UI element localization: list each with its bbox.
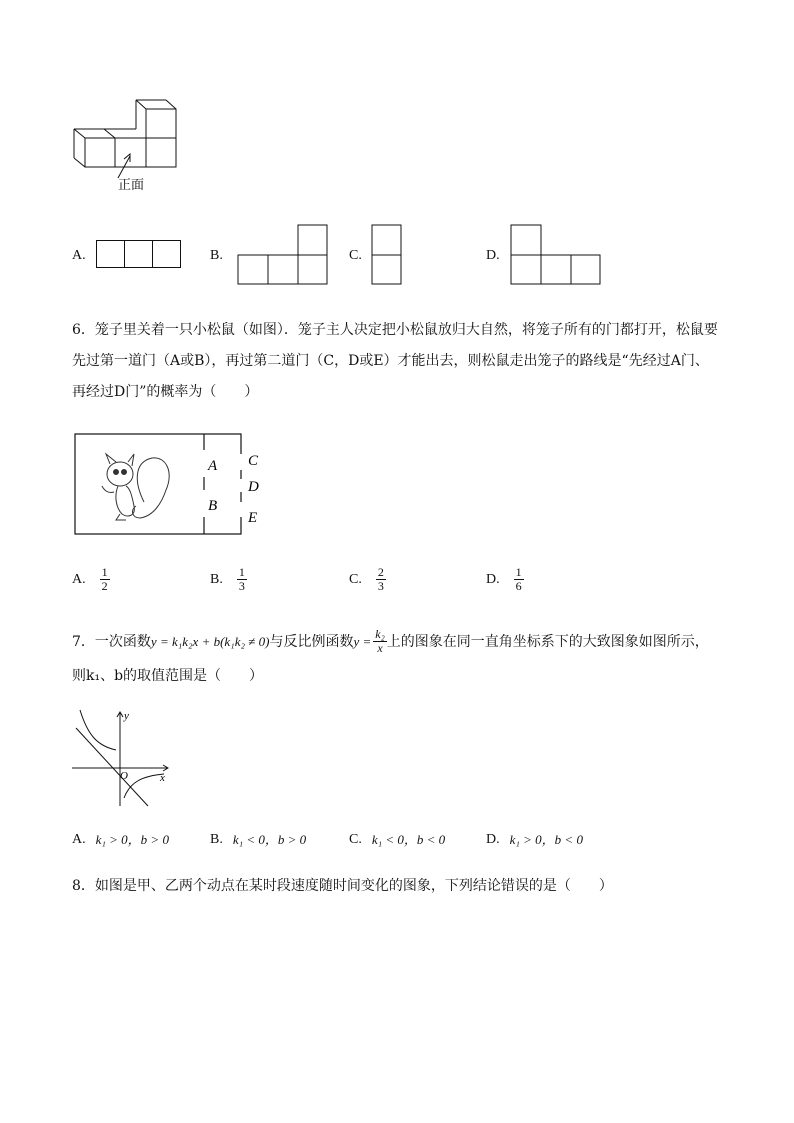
q8-line-1: 8．如图是甲、乙两个动点在某时段速度随时间变化的图象，下列结论错误的是（ ）	[72, 878, 613, 894]
door-c-label: C	[248, 453, 259, 469]
q5-option-c-figure	[371, 224, 403, 286]
graph-x-label: x	[160, 772, 165, 784]
q6-option-b-fraction: $\frac{1}{3}$	[238, 565, 245, 593]
graph-y-label: y	[124, 710, 129, 722]
q7-line-1	[72, 628, 709, 655]
q5-option-b-letter[interactable]: B.	[210, 248, 223, 263]
q5-option-d-figure	[510, 224, 602, 286]
q7-option-c-text: k₁ < 0，b < 0	[371, 832, 446, 847]
q6-option-d[interactable]	[486, 566, 524, 593]
function-graph	[68, 706, 178, 810]
q6-option-d-fraction: $\frac{1}{6}$	[515, 565, 522, 593]
q6-option-c-fraction: $\frac{2}{3}$	[377, 565, 384, 593]
q6-option-c[interactable]	[349, 566, 386, 593]
q5-option-a-figure	[97, 241, 181, 268]
q7-line-1-c: 上的图象在同一直角坐标系下的大致图象如图所示，	[386, 633, 709, 650]
q6-line-1: 6．笼子里关着一只小松鼠（如图）．笼子主人决定把小松鼠放归大自然，将笼子所有的门都打开，松鼠要	[72, 322, 718, 338]
door-a-label: A	[208, 458, 218, 474]
q7-line-2: 则k₁、b的取值范围是（ ）	[72, 668, 264, 684]
q7-option-a-text: k₁ > 0，b > 0	[95, 832, 169, 847]
q7-option-c[interactable]	[349, 830, 445, 850]
q7-option-d[interactable]	[486, 830, 583, 850]
cage-figure	[74, 432, 274, 536]
door-e-label: E	[248, 510, 258, 526]
q6-option-c-letter: C.	[349, 571, 362, 587]
front-label: 正面	[118, 178, 145, 193]
q7-option-a[interactable]	[72, 830, 169, 850]
q5-option-c-letter[interactable]: C.	[349, 248, 362, 263]
q7-line-1-a: 7．一次函数	[72, 633, 151, 650]
door-b-label: B	[208, 498, 218, 514]
q6-option-a[interactable]	[72, 566, 110, 593]
q7-option-b-letter: B.	[210, 832, 223, 847]
q6-line-2: 先过第一道门（A或B），再过第二道门（C，D或E）才能出去，则松鼠走出笼子的路线是“先经过A门、	[72, 353, 709, 369]
q6-option-a-fraction: $\frac{1}{2}$	[101, 565, 108, 593]
q5-option-a-letter[interactable]: A.	[72, 248, 86, 263]
q6-option-a-letter: A.	[72, 571, 86, 587]
squirrel-icon	[102, 454, 169, 520]
q6-option-b[interactable]	[210, 566, 247, 593]
q6-line-3: 再经过D门”的概率为（ ）	[72, 384, 259, 400]
door-d-label: D	[248, 479, 259, 495]
q5-option-d-letter[interactable]: D.	[486, 248, 500, 263]
q7-option-a-letter: A.	[72, 832, 86, 847]
q6-option-b-letter: B.	[210, 571, 223, 587]
q7-line-1-b: 与反比例函数	[269, 633, 354, 650]
graph-origin-label: O	[120, 770, 128, 782]
q7-option-b-text: k₁ < 0，b > 0	[232, 832, 307, 847]
q7-option-c-letter: C.	[349, 832, 362, 847]
q7-option-d-letter: D.	[486, 832, 500, 847]
q7-formula-inverse-lhs: y =	[353, 633, 372, 649]
q5-option-b-figure	[237, 224, 329, 286]
q7-formula-inverse-fraction: $\frac{\text{k₂}}{x}$	[375, 627, 385, 655]
q7-option-b[interactable]	[210, 830, 306, 850]
q7-formula-linear: y = k₁k₂x + b(k₁k₂ ≠ 0)	[150, 633, 270, 649]
q6-option-d-letter: D.	[486, 571, 500, 587]
q7-option-d-text: k₁ > 0，b < 0	[509, 832, 583, 847]
